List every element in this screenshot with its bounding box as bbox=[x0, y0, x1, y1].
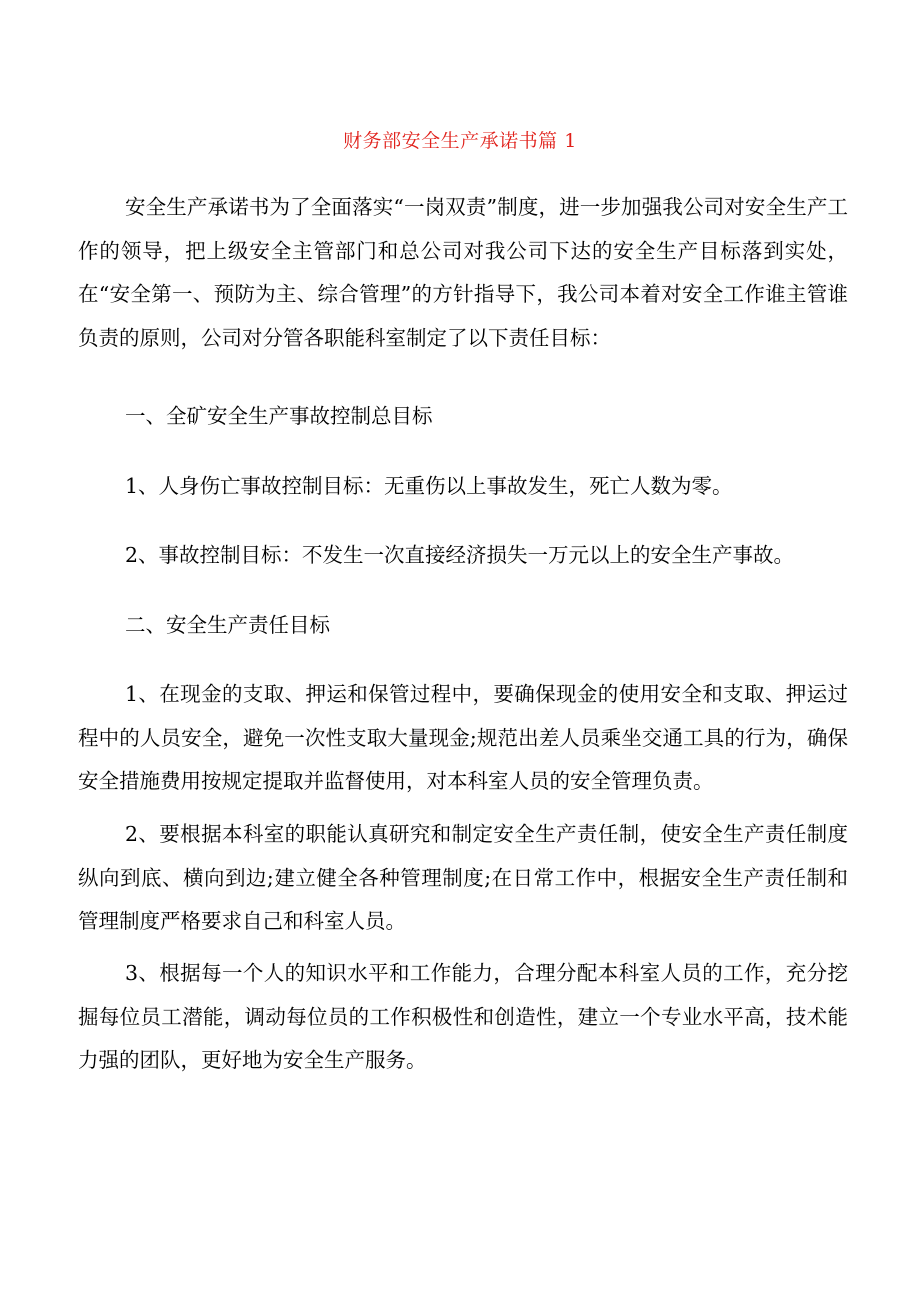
section2-item-2: 2、要根据本科室的职能认真研究和制定安全生产责任制，使安全生产责任制度纵向到底、横向到边;建立健全各种管理制度;在日常工作中，根据安全生产责任制和管理制度严格要求自己和科室人员。 bbox=[78, 822, 848, 933]
section-heading-1: 一、全矿安全生产事故控制总目标 bbox=[125, 404, 433, 428]
section1-item-2: 2、事故控制目标：不发生一次直接经济损失一万元以上的安全生产事故。 bbox=[125, 543, 795, 567]
intro-paragraph: 安全生产承诺书为了全面落实“一岗双责”制度，进一步加强我公司对安全生产工作的领导，把上级安全主管部门和总公司对我公司下达的安全生产目标落到实处，在“安全第一、预防为主、综合管理”的方针指导下，我公司本着对安全工作谁主管谁负责的原则，公司对分管各职能科室制定了以下责任目标： bbox=[78, 195, 848, 350]
document-title: 财务部安全生产承诺书篇 1 bbox=[343, 130, 577, 152]
section1-item-1: 1、人身伤亡事故控制目标：无重伤以上事故发生，死亡人数为零。 bbox=[125, 474, 733, 498]
section-heading-2: 二、安全生产责任目标 bbox=[125, 613, 330, 637]
section2-item-1: 1、在现金的支取、押运和保管过程中，要确保现金的使用安全和支取、押运过程中的人员安全，避免一次性支取大量现金;规范出差人员乘坐交通工具的行为，确保安全措施费用按规定提取并监督使用，对本科室人员的安全管理负责。 bbox=[78, 682, 848, 793]
section2-item-3: 3、根据每一个人的知识水平和工作能力，合理分配本科室人员的工作，充分挖掘每位员工潜能，调动每位员的工作积极性和创造性，建立一个专业水平高，技术能力强的团队，更好地为安全生产服务。 bbox=[78, 961, 848, 1072]
